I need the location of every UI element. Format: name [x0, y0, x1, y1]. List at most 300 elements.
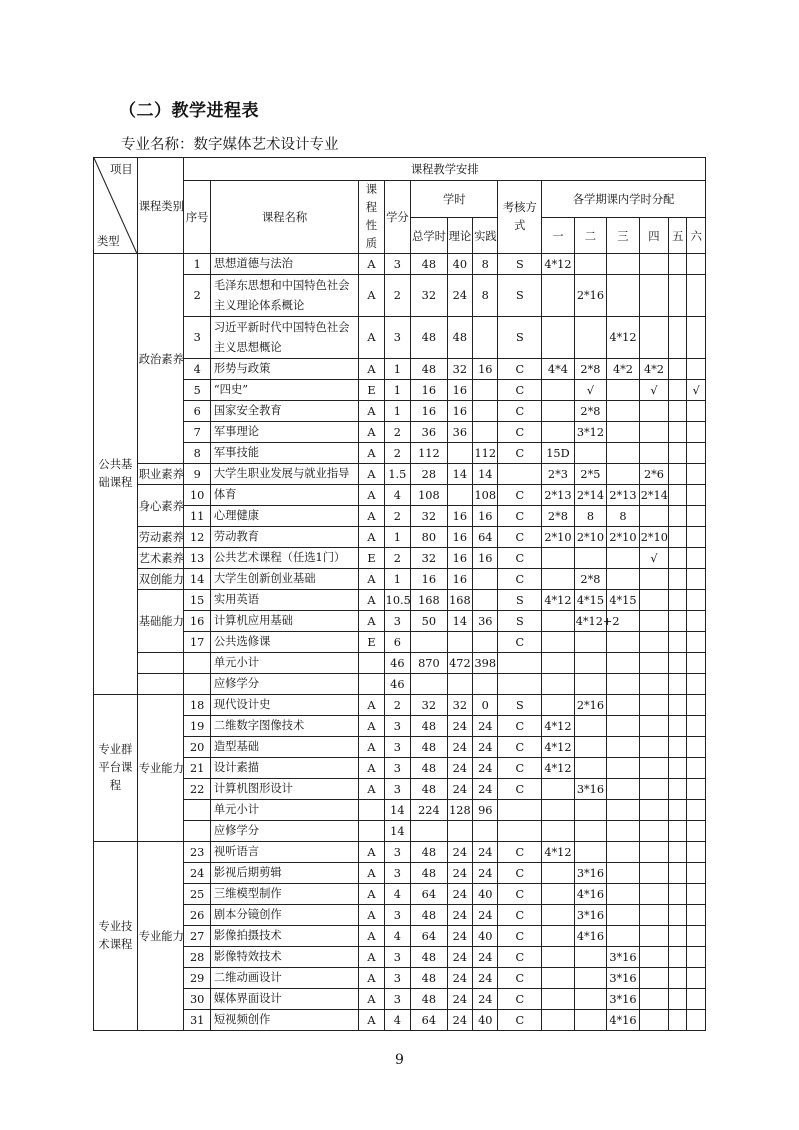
table-row: [94, 758, 706, 779]
cell-seq: [184, 800, 210, 821]
cell-term-2: 2*14: [574, 485, 607, 506]
cell-term-3: [607, 464, 640, 485]
table-row: [94, 464, 706, 485]
header-name: 课程名称: [210, 181, 358, 254]
cell-nature: A: [359, 863, 384, 884]
cell-term-2: [574, 254, 607, 275]
cell-practice-hours: 24: [473, 968, 498, 989]
cell-term-5: [669, 254, 687, 275]
table-row: [94, 863, 706, 884]
cell-term-2: 2*10: [574, 527, 607, 548]
cell-term-1: [542, 1010, 575, 1031]
cell-term-4: [639, 863, 668, 884]
category-career: 职业素养: [137, 464, 184, 485]
cell-term-6: [687, 359, 706, 380]
cell-term-3: [607, 842, 640, 863]
cell-term-6: [687, 590, 706, 611]
cell-term-2: 3*16: [574, 863, 607, 884]
cell-term-3: 4*15: [607, 590, 640, 611]
cell-term-1: [542, 632, 575, 653]
cell-theory-hours: 36: [447, 422, 472, 443]
cell-exam: C: [498, 968, 542, 989]
cell-course-name: 应修学分: [210, 821, 358, 842]
cell-total-hours: 64: [411, 884, 448, 905]
cell-credit: 4: [384, 1010, 410, 1031]
cell-seq: 9: [184, 464, 210, 485]
cell-term-6: [687, 800, 706, 821]
cell-term-2: 4*16: [574, 884, 607, 905]
cell-term-3: 3*16: [607, 989, 640, 1010]
cell-credit: 4: [384, 884, 410, 905]
cell-term-2: [574, 632, 607, 653]
cell-course-name: 公共选修课: [210, 632, 358, 653]
cell-course-name: 影视后期剪辑: [210, 863, 358, 884]
cell-seq: 18: [184, 695, 210, 716]
cell-term-4: [639, 275, 668, 317]
cell-total-hours: [411, 632, 448, 653]
cell-term-3: [607, 569, 640, 590]
table-row: [94, 527, 706, 548]
cell-seq: 4: [184, 359, 210, 380]
header-theory: 理论: [447, 218, 472, 254]
cell-term-5: [669, 695, 687, 716]
cell-credit: 3: [384, 989, 410, 1010]
cell-total-hours: 32: [411, 506, 448, 527]
cell-course-name: 单元小计: [210, 800, 358, 821]
cell-total-hours: 48: [411, 779, 448, 800]
cell-nature: A: [359, 590, 384, 611]
cell-seq: 13: [184, 548, 210, 569]
cell-term-3: 3*16: [607, 968, 640, 989]
cell-term-1: [542, 569, 575, 590]
cell-term-2: [574, 800, 607, 821]
cell-term-1: 2*10: [542, 527, 575, 548]
category-pro-platform: 专业能力: [137, 695, 184, 842]
cell-term-5: [669, 422, 687, 443]
cell-term-4: [639, 926, 668, 947]
cell-practice-hours: 24: [473, 737, 498, 758]
cell-course-name: 计算机图形设计: [210, 779, 358, 800]
table-row: [94, 254, 706, 275]
cell-exam: C: [498, 422, 542, 443]
cell-credit: 3: [384, 737, 410, 758]
cell-term-4: [639, 611, 668, 632]
cell-term-1: [542, 821, 575, 842]
cell-credit: 3: [384, 254, 410, 275]
cell-nature: A: [359, 401, 384, 422]
cell-term-5: [669, 674, 687, 695]
category-empty: [137, 674, 184, 695]
table-row: [94, 422, 706, 443]
cell-term-6: [687, 548, 706, 569]
cell-nature: [359, 653, 384, 674]
cell-course-name: 体育: [210, 485, 358, 506]
cell-term-4: [639, 506, 668, 527]
cell-theory-hours: 16: [447, 548, 472, 569]
cell-term-1: [542, 989, 575, 1010]
cell-theory-hours: 14: [447, 464, 472, 485]
table-row: [94, 506, 706, 527]
cell-credit: 3: [384, 842, 410, 863]
cell-exam: C: [498, 863, 542, 884]
cell-credit: 4: [384, 485, 410, 506]
cell-term-3: 4*16: [607, 1010, 640, 1031]
cell-exam: C: [498, 926, 542, 947]
table-row: [94, 632, 706, 653]
cell-nature: A: [359, 1010, 384, 1031]
cell-seq: [184, 653, 210, 674]
cell-practice-hours: 0: [473, 695, 498, 716]
cell-theory-hours: 472: [447, 653, 472, 674]
cell-seq: 16: [184, 611, 210, 632]
table-row: [94, 947, 706, 968]
cell-term-3: [607, 884, 640, 905]
table-row: [94, 926, 706, 947]
cell-exam: C: [498, 527, 542, 548]
cell-nature: A: [359, 926, 384, 947]
cell-exam: [498, 653, 542, 674]
cell-course-name: 公共艺术课程（任选1门）: [210, 548, 358, 569]
cell-term-2: [574, 716, 607, 737]
cell-total-hours: 48: [411, 758, 448, 779]
cell-term-2: [574, 1010, 607, 1031]
header-category: 课程类别: [137, 158, 184, 254]
cell-term-1: 2*13: [542, 485, 575, 506]
cell-seq: 24: [184, 863, 210, 884]
table-row: [94, 275, 706, 317]
cell-term-2: [574, 947, 607, 968]
cell-course-name: 国家安全教育: [210, 401, 358, 422]
cell-term-5: [669, 464, 687, 485]
cell-nature: A: [359, 905, 384, 926]
cell-exam: C: [498, 443, 542, 464]
cell-theory-hours: 24: [447, 779, 472, 800]
cell-term-5: [669, 485, 687, 506]
cell-term-2: [574, 443, 607, 464]
cell-term-5: [669, 863, 687, 884]
cell-term-6: [687, 905, 706, 926]
cell-nature: A: [359, 317, 384, 359]
cell-theory-hours: 24: [447, 947, 472, 968]
cell-credit: 2: [384, 422, 410, 443]
cell-exam: S: [498, 695, 542, 716]
cell-course-name: 剧本分镜创作: [210, 905, 358, 926]
cell-seq: 14: [184, 569, 210, 590]
cell-term-5: [669, 359, 687, 380]
cell-term-1: 4*12: [542, 590, 575, 611]
cell-total-hours: 48: [411, 905, 448, 926]
cell-course-name: 习近平新时代中国特色社会主义思想概论: [210, 317, 358, 359]
cell-total-hours: 32: [411, 695, 448, 716]
cell-term-3: [607, 548, 640, 569]
cell-nature: A: [359, 611, 384, 632]
cell-term-1: [542, 968, 575, 989]
cell-term-3: [607, 653, 640, 674]
cell-term-1: [542, 884, 575, 905]
cell-total-hours: 48: [411, 842, 448, 863]
cell-exam: S: [498, 254, 542, 275]
cell-nature: A: [359, 254, 384, 275]
cell-nature: A: [359, 422, 384, 443]
cell-seq: 12: [184, 527, 210, 548]
cell-seq: 3: [184, 317, 210, 359]
cell-term-6: [687, 884, 706, 905]
cell-term-2: [574, 317, 607, 359]
category-innovation: 双创能力: [137, 569, 184, 590]
cell-practice-hours: [473, 401, 498, 422]
cell-nature: A: [359, 716, 384, 737]
cell-term-6: [687, 569, 706, 590]
cell-term-6: [687, 443, 706, 464]
cell-practice-hours: 24: [473, 842, 498, 863]
cell-nature: E: [359, 380, 384, 401]
cell-nature: A: [359, 842, 384, 863]
cell-term-3: [607, 716, 640, 737]
cell-term-2: 8: [574, 506, 607, 527]
cell-nature: [359, 821, 384, 842]
cell-practice-hours: 108: [473, 485, 498, 506]
cell-credit: 3: [384, 947, 410, 968]
cell-theory-hours: 16: [447, 569, 472, 590]
cell-practice-hours: [473, 422, 498, 443]
section-heading: （二）教学进程表: [119, 101, 259, 121]
cell-term-1: 4*4: [542, 359, 575, 380]
table-row: [94, 485, 706, 506]
cell-term-6: [687, 464, 706, 485]
cell-exam: C: [498, 569, 542, 590]
cell-exam: C: [498, 359, 542, 380]
cell-term-3: 4*2: [607, 359, 640, 380]
cell-term-5: [669, 380, 687, 401]
cell-term-4: √: [639, 380, 668, 401]
cell-credit: 1: [384, 569, 410, 590]
cell-practice-hours: [473, 380, 498, 401]
table-row: [94, 716, 706, 737]
cell-term-1: [542, 275, 575, 317]
page-number: 9: [395, 1052, 404, 1068]
category-empty: [137, 653, 184, 674]
cell-term-3: [607, 926, 640, 947]
header-term-3: 三: [607, 218, 640, 254]
cell-total-hours: 112: [411, 443, 448, 464]
cell-total-hours: 48: [411, 989, 448, 1010]
cell-credit: 2: [384, 443, 410, 464]
cell-course-name: 实用英语: [210, 590, 358, 611]
cell-total-hours: [411, 821, 448, 842]
category-basic: 基础能力: [137, 590, 184, 653]
cell-practice-hours: 40: [473, 884, 498, 905]
cell-course-name: 心理健康: [210, 506, 358, 527]
cell-term-1: 2*8: [542, 506, 575, 527]
cell-term-2: [574, 737, 607, 758]
cell-credit: 1: [384, 380, 410, 401]
cell-total-hours: 28: [411, 464, 448, 485]
cell-exam: S: [498, 611, 542, 632]
cell-theory-hours: 40: [447, 254, 472, 275]
cell-theory-hours: 24: [447, 842, 472, 863]
cell-term-4: [639, 254, 668, 275]
table-row: [94, 611, 706, 632]
cell-nature: [359, 674, 384, 695]
header-seq: 序号: [184, 181, 210, 254]
cell-credit: 3: [384, 716, 410, 737]
cell-term-1: [542, 653, 575, 674]
cell-term-5: [669, 737, 687, 758]
cell-term-6: [687, 317, 706, 359]
cell-practice-hours: 24: [473, 905, 498, 926]
cell-exam: C: [498, 779, 542, 800]
cell-total-hours: 50: [411, 611, 448, 632]
table-row: [94, 779, 706, 800]
cell-nature: E: [359, 632, 384, 653]
cell-term-4: [639, 674, 668, 695]
cell-total-hours: 48: [411, 359, 448, 380]
cell-term-4: [639, 1010, 668, 1031]
cell-term-4: [639, 947, 668, 968]
cell-credit: 1.5: [384, 464, 410, 485]
cell-theory-hours: 24: [447, 968, 472, 989]
cell-exam: C: [498, 1010, 542, 1031]
cell-practice-hours: [473, 632, 498, 653]
cell-seq: 28: [184, 947, 210, 968]
cell-seq: 19: [184, 716, 210, 737]
cell-practice-hours: 8: [473, 254, 498, 275]
cell-term-5: [669, 821, 687, 842]
cell-term-5: [669, 926, 687, 947]
cell-term-5: [669, 947, 687, 968]
cell-term-1: 4*12: [542, 842, 575, 863]
cell-term-4: [639, 401, 668, 422]
type-platform: 专业群平台课程: [94, 695, 138, 842]
cell-nature: A: [359, 947, 384, 968]
table-row: [94, 1010, 706, 1031]
cell-term-2: √: [574, 380, 607, 401]
cell-practice-hours: 24: [473, 989, 498, 1010]
cell-practice-hours: [473, 674, 498, 695]
category-art: 艺术素养: [137, 548, 184, 569]
cell-term-4: [639, 590, 668, 611]
cell-term-2: 2*8: [574, 359, 607, 380]
cell-theory-hours: 16: [447, 401, 472, 422]
type-public: 公共基础课程: [94, 254, 138, 695]
cell-term-1: [542, 401, 575, 422]
cell-theory-hours: 16: [447, 380, 472, 401]
cell-term-4: [639, 821, 668, 842]
cell-term-5: [669, 275, 687, 317]
cell-term-2: 2*16: [574, 695, 607, 716]
cell-course-name: 思想道德与法治: [210, 254, 358, 275]
corner-bottom-label: 类型: [97, 235, 120, 248]
cell-credit: 3: [384, 905, 410, 926]
cell-term-5: [669, 716, 687, 737]
cell-term-4: 2*10: [639, 527, 668, 548]
cell-term-2: [574, 968, 607, 989]
cell-term-5: [669, 1010, 687, 1031]
cell-seq: 7: [184, 422, 210, 443]
cell-theory-hours: 24: [447, 716, 472, 737]
cell-exam: C: [498, 380, 542, 401]
header-total: 总学时: [411, 218, 448, 254]
cell-course-name: 形势与政策: [210, 359, 358, 380]
cell-seq: 2: [184, 275, 210, 317]
header-term-6: 六: [687, 218, 706, 254]
cell-term-5: [669, 632, 687, 653]
cell-term-5: [669, 401, 687, 422]
cell-theory-hours: 16: [447, 506, 472, 527]
cell-term-1: 4*12: [542, 737, 575, 758]
cell-theory-hours: 24: [447, 275, 472, 317]
cell-theory-hours: 24: [447, 758, 472, 779]
cell-term-3: [607, 674, 640, 695]
cell-credit: 3: [384, 758, 410, 779]
cell-total-hours: 48: [411, 968, 448, 989]
header-row-1: [94, 158, 706, 181]
cell-course-name: 短视频创作: [210, 1010, 358, 1031]
cell-theory-hours: 48: [447, 317, 472, 359]
cell-seq: 8: [184, 443, 210, 464]
cell-exam: C: [498, 905, 542, 926]
cell-course-name: 大学生创新创业基础: [210, 569, 358, 590]
cell-exam: C: [498, 548, 542, 569]
cell-practice-hours: 8: [473, 275, 498, 317]
cell-term-3: [607, 632, 640, 653]
cell-credit: 3: [384, 317, 410, 359]
cell-course-name: 计算机应用基础: [210, 611, 358, 632]
cell-term-1: [542, 800, 575, 821]
cell-theory-hours: 24: [447, 1010, 472, 1031]
header-credit: 学分: [384, 181, 410, 254]
cell-term-4: 2*14: [639, 485, 668, 506]
cell-practice-hours: 96: [473, 800, 498, 821]
cell-exam: S: [498, 317, 542, 359]
cell-theory-hours: 24: [447, 884, 472, 905]
cell-term-2: 4*15: [574, 590, 607, 611]
cell-term-4: √: [639, 548, 668, 569]
cell-course-name: “四史”: [210, 380, 358, 401]
cell-nature: A: [359, 275, 384, 317]
cell-term-4: [639, 632, 668, 653]
cell-nature: A: [359, 737, 384, 758]
cell-term-4: [639, 569, 668, 590]
cell-total-hours: [411, 674, 448, 695]
cell-seq: [184, 674, 210, 695]
cell-term-1: [542, 905, 575, 926]
cell-term-3: [607, 905, 640, 926]
cell-term-2: [574, 842, 607, 863]
cell-term-2: 2*5: [574, 464, 607, 485]
cell-credit: 10.5: [384, 590, 410, 611]
cell-course-name: 二维数字图像技术: [210, 716, 358, 737]
cell-term-4: [639, 716, 668, 737]
cell-credit: 2: [384, 275, 410, 317]
cell-exam: C: [498, 716, 542, 737]
cell-practice-hours: 14: [473, 464, 498, 485]
cell-total-hours: 108: [411, 485, 448, 506]
cell-term-6: [687, 695, 706, 716]
cell-course-name: 劳动教育: [210, 527, 358, 548]
cell-term-2: [574, 989, 607, 1010]
cell-term-3: [607, 737, 640, 758]
cell-term-6: [687, 275, 706, 317]
cell-course-name: 视听语言: [210, 842, 358, 863]
cell-theory-hours: 24: [447, 989, 472, 1010]
cell-term-6: [687, 527, 706, 548]
cell-credit: 3: [384, 611, 410, 632]
major-name: 专业名称：数字媒体艺术设计专业: [121, 137, 339, 153]
cell-practice-hours: 24: [473, 779, 498, 800]
cell-term-3: [607, 758, 640, 779]
header-term-1: 一: [542, 218, 575, 254]
